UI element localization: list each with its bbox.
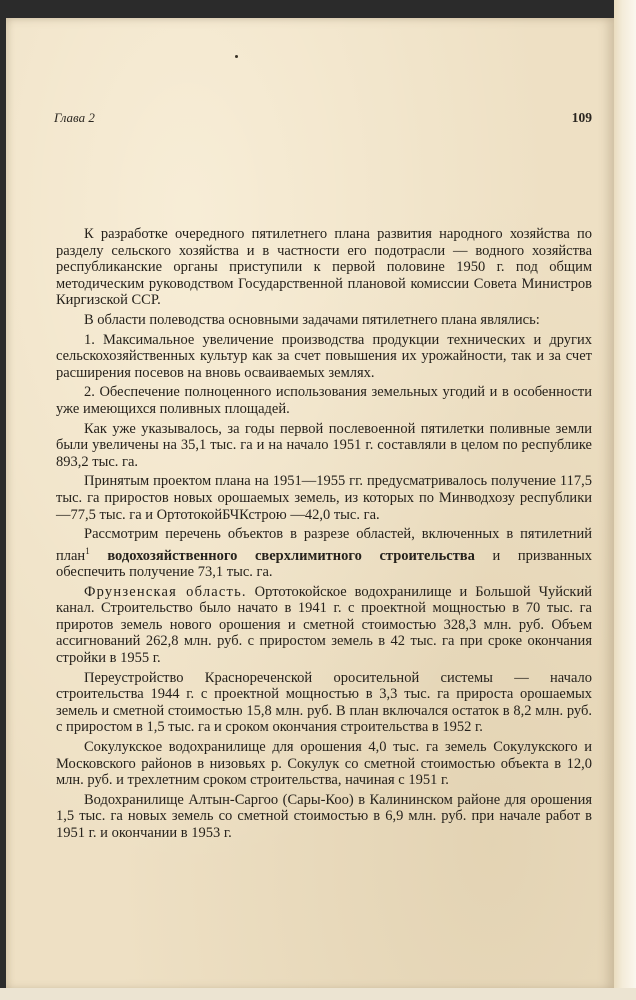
page-edge-right [614, 0, 636, 1000]
page-edge-bottom [0, 988, 636, 1000]
paragraph [56, 792, 592, 842]
text-run: 1. Максимальное увеличение производства продукции технических и других сельскохозяйственных культур как за счет повышения их урожайности, так и за счет расширения посевов на вновь осваиваемых землях. [56, 331, 592, 381]
paragraph [56, 473, 592, 523]
body-text [56, 226, 592, 845]
footnote-ref: 1 [85, 545, 90, 556]
paragraph [56, 312, 592, 329]
text-run: Как уже указывалось, за годы первой послевоенной пятилетки поливные земли были увеличены на 35,1 тыс. га и на начало 1951 г. составляли в целом по республике 893,2 тыс. га. [56, 420, 592, 470]
paragraph [56, 384, 592, 417]
ink-speck [235, 55, 238, 58]
paragraph [56, 421, 592, 471]
running-header [54, 110, 592, 130]
text-run: К разработке очередного пятилетнего плана развития народного хозяйства по разделу сельского хозяйства и в частности его подотрасли — водного хозяйства республиканские органы приступили к первой половине 1950 г. под общим методическим руководством Государственной плановой комиссии Совета Министров Киргизской ССР. [56, 226, 592, 309]
paragraph [56, 739, 592, 789]
paragraph [56, 584, 592, 667]
paragraph [56, 526, 592, 581]
chapter-title: Глава 2 [54, 110, 95, 125]
text-run: Принятым проектом плана на 1951—1955 гг. предусматривалось получение 117,5 тыс. га приростов новых орошаемых земель, из которых по Минводхозу республики —77,5 тыс. га и ОртотокойБЧКстрою —42,0 тыс. га. [56, 473, 592, 523]
text-run: Водохранилище Алтын-Саргоо (Сары-Коо) в Калининском районе для орошения 1,5 тыс. га новых земель со сметной стоимостью в 6,9 млн. руб. при начале работ в 1951 г. и окончании в 1953 г. [56, 791, 592, 842]
book-page [6, 18, 614, 990]
text-run: В области полеводства основными задачами пятилетнего плана являлись: [84, 311, 540, 328]
text-run: 2. Обеспечение полноценного использования земельных угодий и в особенности уже имеющихся поливных площадей. [56, 384, 592, 417]
text-run: Сокулукское водохранилище для орошения 4,0 тыс. га земель Сокулукского и Московского районов в низовьях р. Сокулук со сметной стоимостью объекта в 12,0 млн. руб. и трехлетним сроком строительства, начиная с 1951 г. [56, 739, 592, 789]
text-run: Фрунзенская область. [84, 583, 247, 600]
text-run: Ортотокойское водохранилище и Большой Чуйский канал. Строительство было начато в 1941 г. с проектной мощностью в 70 тыс. га приротов земель нового орошения и сметной стоимостью 328,3 млн. руб. Объем ассигнований 262,8 млн. руб. с приростом земель в 42 тыс. га при сроке окончания стройки в 1955 г. [56, 583, 593, 667]
paragraph [56, 226, 592, 309]
text-run: Рассмотрим перечень объектов в разрезе областей, включенных в пятилетний план [56, 526, 592, 564]
text-run: и призванных обеспечить получение 73,1 тыс. га. [56, 547, 592, 581]
text-run: водохозяйственного сверхлимитного строительства [89, 547, 475, 564]
page-number: 109 [571, 110, 592, 125]
text-run: Переустройство Краснореченской оросительной системы — начало строительства 1944 г. с проектной мощностью в 3,3 тыс. га прироста орошаемых земель и сметной стоимостью 15,8 млн. руб. В план включался остаток в 8,2 млн. руб. с приростом в 1,5 тыс. га и сроком окончания строительства в 1952 г. [56, 669, 592, 736]
paragraph [56, 332, 592, 382]
paragraph [56, 670, 592, 736]
